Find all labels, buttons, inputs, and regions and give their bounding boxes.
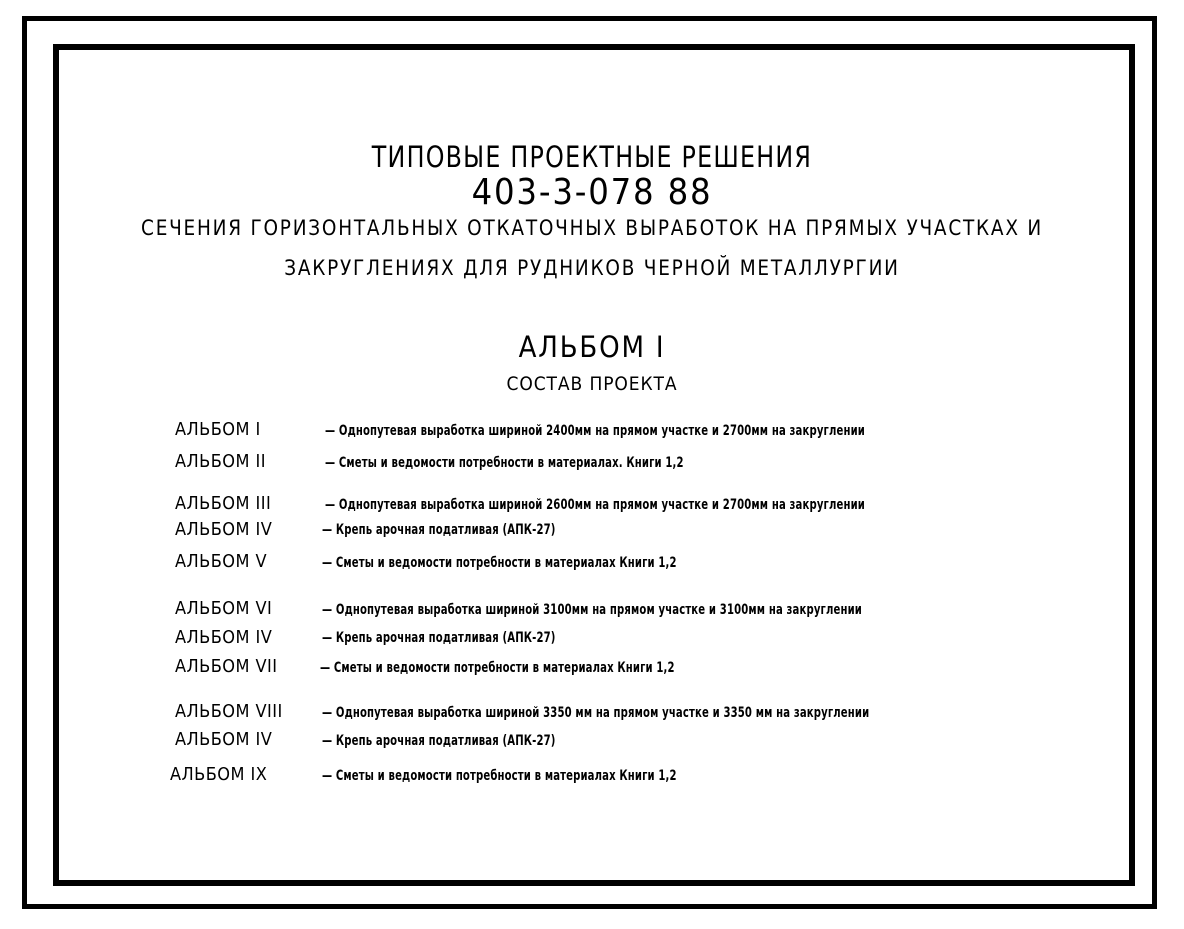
album-description: — Крепь арочная податливая (АПК-27) — [322, 522, 556, 538]
album-description: — Сметы и ведомости потребности в материалах Книги 1,2 — [322, 555, 677, 571]
album-label: АЛЬБОМ V — [175, 551, 268, 572]
album-label: АЛЬБОМ VIII — [175, 701, 283, 722]
album-description: — Сметы и ведомости потребности в материалах. Книги 1,2 — [325, 455, 684, 471]
album-description: — Однопутевая выработка шириной 2400мм на прямом участке и 2700мм на закруглении — [325, 423, 865, 439]
album-description: — Крепь арочная податливая (АПК-27) — [322, 630, 556, 646]
album-description: — Однопутевая выработка шириной 2600мм на прямом участке и 2700мм на закруглении — [325, 497, 865, 513]
album-label: АЛЬБОМ VI — [175, 598, 273, 619]
header-line-3: СЕЧЕНИЯ ГОРИЗОНТАЛЬНЫХ ОТКАТОЧНЫХ ВЫРАБОТОК НА ПРЯМЫХ УЧАСТКАХ И — [141, 216, 1043, 240]
album-label: АЛЬБОМ IV — [175, 729, 273, 750]
album-description: — Сметы и ведомости потребности в материалах Книги 1,2 — [322, 768, 677, 784]
composition-title: СОСТАВ ПРОЕКТА — [506, 373, 678, 395]
album-description: — Крепь арочная податливая (АПК-27) — [322, 733, 556, 749]
album-description: — Однопутевая выработка шириной 3350 мм на прямом участке и 3350 мм на закруглении — [322, 705, 870, 721]
project-code: 403-3-078 88 — [471, 172, 713, 213]
album-title: АЛЬБОМ I — [518, 330, 666, 364]
album-label: АЛЬБОМ IV — [175, 519, 273, 540]
album-label: АЛЬБОМ III — [175, 493, 272, 514]
album-label: АЛЬБОМ IX — [170, 764, 268, 785]
album-label: АЛЬБОМ IV — [175, 627, 273, 648]
header-line-4: ЗАКРУГЛЕНИЯХ ДЛЯ РУДНИКОВ ЧЕРНОЙ МЕТАЛЛУРГИИ — [284, 256, 900, 280]
album-label: АЛЬБОМ VII — [175, 656, 278, 677]
album-description: — Однопутевая выработка шириной 3100мм на прямом участке и 3100мм на закруглении — [322, 602, 862, 618]
album-description: — Сметы и ведомости потребности в материалах Книги 1,2 — [320, 660, 675, 676]
album-label: АЛЬБОМ II — [175, 451, 266, 472]
album-label: АЛЬБОМ I — [175, 419, 261, 440]
header-line-1: ТИПОВЫЕ ПРОЕКТНЫЕ РЕШЕНИЯ — [371, 140, 813, 174]
